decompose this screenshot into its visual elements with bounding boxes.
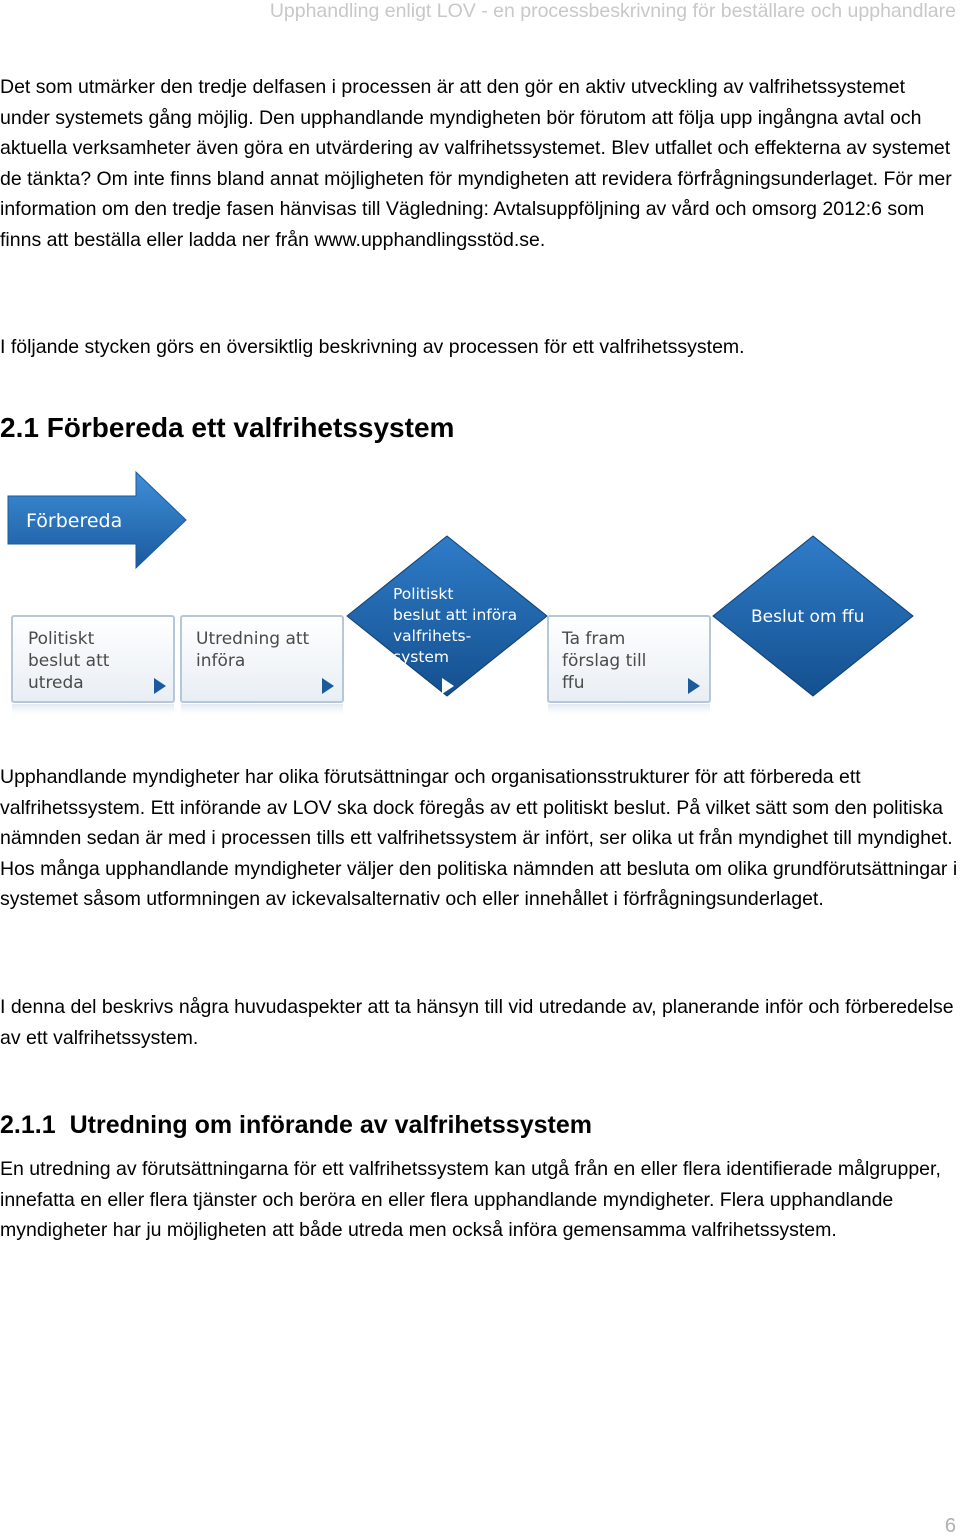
section-2-1-body [0,762,960,915]
step-card-1 [12,616,174,718]
phase-arrow [8,472,186,568]
step1-line2: beslut att [28,651,110,671]
step4-line1: Ta fram [562,629,626,649]
section-title: Utredning om införande av valfrihetssystem [69,1111,592,1139]
section-2-1-paragraph-1: Upphandlande myndigheter har olika förutsättningar och organisationsstrukturer för att förbereda ett valfrihetssystem. Ett införande av LOV ska dock föregås av ett politiskt beslut. På vilket sätt som den politiska nämnden sedan är med i processen tills ett valfrihetssystem är infört, ser olika ut från myndighet till myndighet. Hos många upphandlande myndigheter väljer den politiska nämnden att besluta om olika grundförutsättningar i systemet såsom utformningen av ickevalsalternativ och eller innehållet i förfrågningsunderlaget. [0,766,958,910]
running-header: Upphandling enligt LOV - en processbeskrivning för beställare och upphandlare [269,0,956,22]
step2-line1: Utredning att [196,629,310,649]
intro-paragraph-1: Det som utmärker den tredje delfasen i processen är att den gör en aktiv utveckling av valfrihetssystemet under systemets gång möjlig. Den upphandlande myndigheten bör förutom att följa upp ingångna avtal och aktuella verksamheter även göra en utvärdering av valfrihetssystemet. Blev utfallet och effekterna av systemet de tänkta? Om inte finns bland annat möjligheten för myndigheten att revidera förfrågningsunderlaget. För mer information om den tredje fasen hänvisas till Vägledning: Avtalsuppföljning av vård och omsorg 2012:6 som finns att beställa eller ladda ner från www.upphandlingsstöd.se. [0,76,952,251]
intro-paragraph-2: I följande stycken görs en översiktlig beskrivning av processen för ett valfrihetssystem. [0,336,745,358]
phase-arrow-label: Förbereda [26,510,123,532]
intro-section-2 [0,332,960,363]
step3-line4: system [393,648,450,666]
step4-line2: förslag till [562,651,647,671]
step-diamond-1 [347,536,547,696]
section-number: 2.1.1 [0,1111,56,1139]
step1-line3: utreda [28,673,84,693]
page-number: 6 [944,1515,956,1537]
section-2-1-body-2 [0,992,960,1053]
section-heading-2-1-1 [0,1111,592,1140]
section-2-1-1-paragraph-1: En utredning av förutsättningarna för ett valfrihetssystem kan utgå från en eller flera identifierade målgrupper, innefatta en eller flera tjänster och beröra en eller flera upphandlande myndigheter. Flera upphandlande myndigheter har ju möjligheten att både utreda men också införa gemensamma valfrihetssystem. [0,1158,941,1241]
section-2-1-paragraph-2: I denna del beskrivs några huvudaspekter att ta hänsyn till vid utredande av, planerande inför och förberedelse av ett valfrihetssystem. [0,996,954,1049]
step5-line1: Beslut om ffu [751,607,865,627]
step3-line1: Politiskt [393,585,454,603]
svg-text:Beslut om ffu [751,607,864,627]
intro-section [0,72,960,255]
step3-line3: valfrihets- [393,627,472,645]
section-2-1-1-body [0,1154,960,1246]
section-heading-2-1: 2.1 Förbereda ett valfrihetssystem [0,412,455,443]
step4-line3: ffu [562,673,585,693]
process-figure [0,466,960,746]
step-card-2 [181,616,343,718]
step3-line2: beslut att införa [393,606,518,624]
step-card-3 [548,616,710,718]
step-diamond-2 [713,536,913,696]
step1-line1: Politiskt [28,629,95,649]
step2-line2: införa [196,651,246,671]
